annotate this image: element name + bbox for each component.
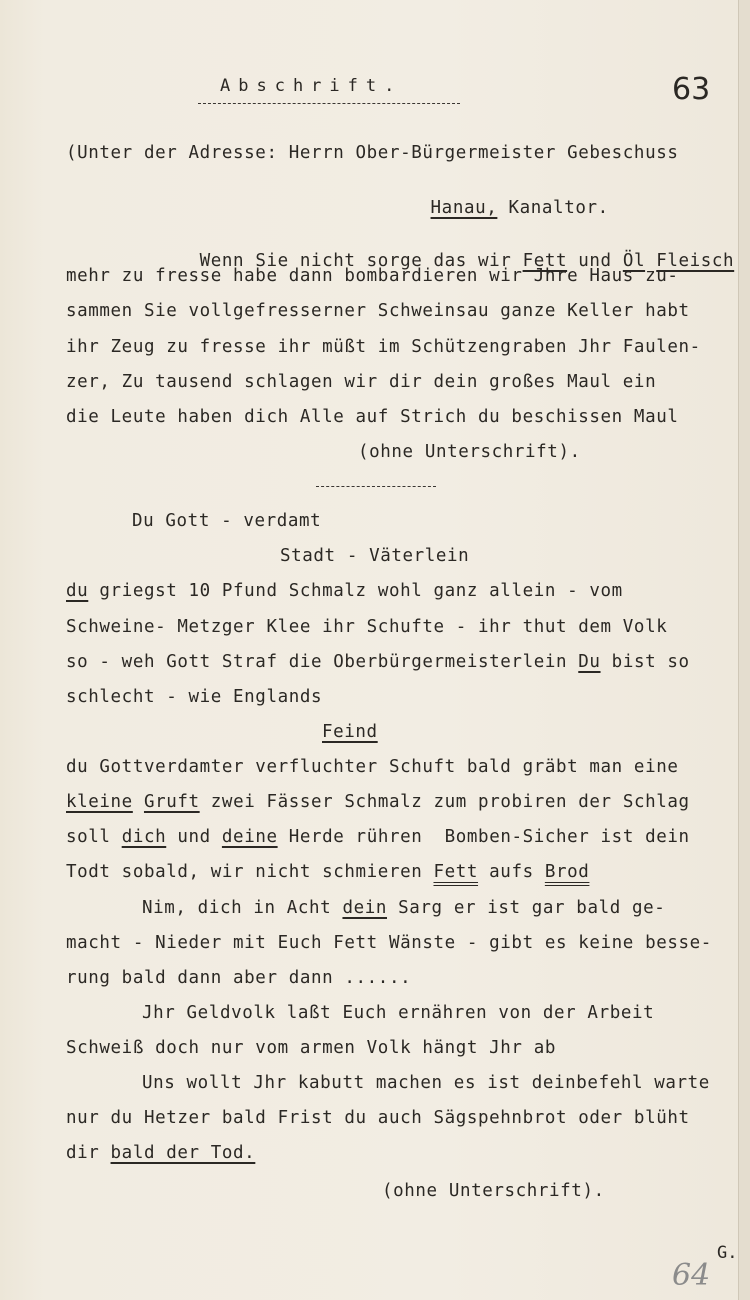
letter2-line-4: Schweine- Metzger Klee ihr Schufte - ihr thut dem Volk — [66, 617, 668, 637]
letter2-line-1: Du Gott - verdamt — [132, 511, 322, 531]
footer-initial: G. — [717, 1243, 738, 1263]
letter2-line-10: soll dich und deine Herde rühren Bomben-Sicher ist dein — [66, 827, 690, 847]
word-fleisch: Fleisch — [656, 251, 735, 271]
letter2-line-8: du Gottverdamter verfluchter Schuft bald gräbt man eine — [66, 757, 679, 777]
letter2-line-12: Nim, dich in Acht dein Sarg er ist gar bald ge- — [142, 898, 666, 918]
letter2-line-13: macht - Nieder mit Euch Fett Wänste - gibt es keine besse- — [66, 933, 712, 953]
adjacent-page-edge — [738, 0, 750, 1300]
letter1-line-3: sammen Sie vollgefresserner Schweinsau ganze Keller habt — [66, 301, 690, 321]
letter1-line-5: zer, Zu tausend schlagen wir dir dein großes Maul ein — [66, 372, 657, 392]
letter2-line-2: Stadt - Väterlein — [280, 546, 470, 566]
word-oel: Öl — [622, 251, 646, 271]
section-separator — [316, 486, 436, 487]
address-city: Hanau, — [430, 198, 498, 218]
letter2-line-7: Feind — [322, 722, 378, 742]
letter2-line-6: schlecht - wie Englands — [66, 687, 323, 707]
letter2-line-19: dir bald der Tod. — [66, 1143, 256, 1163]
letter1-line-2: mehr zu fresse habe dann bombardieren wir Jhre Haus zu- — [66, 266, 679, 286]
letter2-line-18: nur du Hetzer bald Frist du auch Sägspehnbrot oder blüht — [66, 1108, 690, 1128]
letter2-line-9: kleine Gruft zwei Fässer Schmalz zum probiren der Schlag — [66, 792, 690, 812]
letter1-line-1: Wenn Sie nicht sorge das wir Fett und Öl Fleisch — [110, 251, 735, 271]
letter2-line-16: Schweiß doch nur vom armen Volk hängt Jhr ab — [66, 1038, 556, 1058]
letter1-signature: (ohne Unterschrift). — [358, 442, 581, 462]
address-street: Kanaltor. — [508, 198, 609, 218]
letter2-line-17: Uns wollt Jhr kabutt machen es ist deinbefehl warte — [142, 1073, 710, 1093]
document-title: Abschrift. — [220, 76, 403, 96]
word-fett: Fett — [522, 251, 568, 271]
page-number: 63 — [672, 72, 711, 107]
letter2-line-3: du griegst 10 Pfund Schmalz wohl ganz allein - vom — [66, 581, 623, 601]
letter2-signature: (ohne Unterschrift). — [382, 1181, 605, 1201]
letter1-line-4: ihr Zeug zu fresse ihr müßt im Schützengraben Jhr Faulen- — [66, 337, 701, 357]
handwritten-page-number: 64 — [672, 1258, 711, 1293]
letter2-line-5: so - weh Gott Straf die Oberbürgermeisterlein Du bist so — [66, 652, 690, 672]
letter2-line-15: Jhr Geldvolk laßt Euch ernähren von der Arbeit — [142, 1003, 655, 1023]
address-line: (Unter der Adresse: Herrn Ober-Bürgermeister Gebeschuss — [66, 143, 679, 163]
address-city-line — [386, 178, 609, 238]
letter2-line-11: Todt sobald, wir nicht schmieren Fett aufs Brod — [66, 862, 590, 882]
letter1-line-6: die Leute haben dich Alle auf Strich du beschissen Maul — [66, 407, 679, 427]
title-dashed-rule — [198, 103, 460, 104]
letter2-line-14: rung bald dann aber dann ...... — [66, 968, 412, 988]
